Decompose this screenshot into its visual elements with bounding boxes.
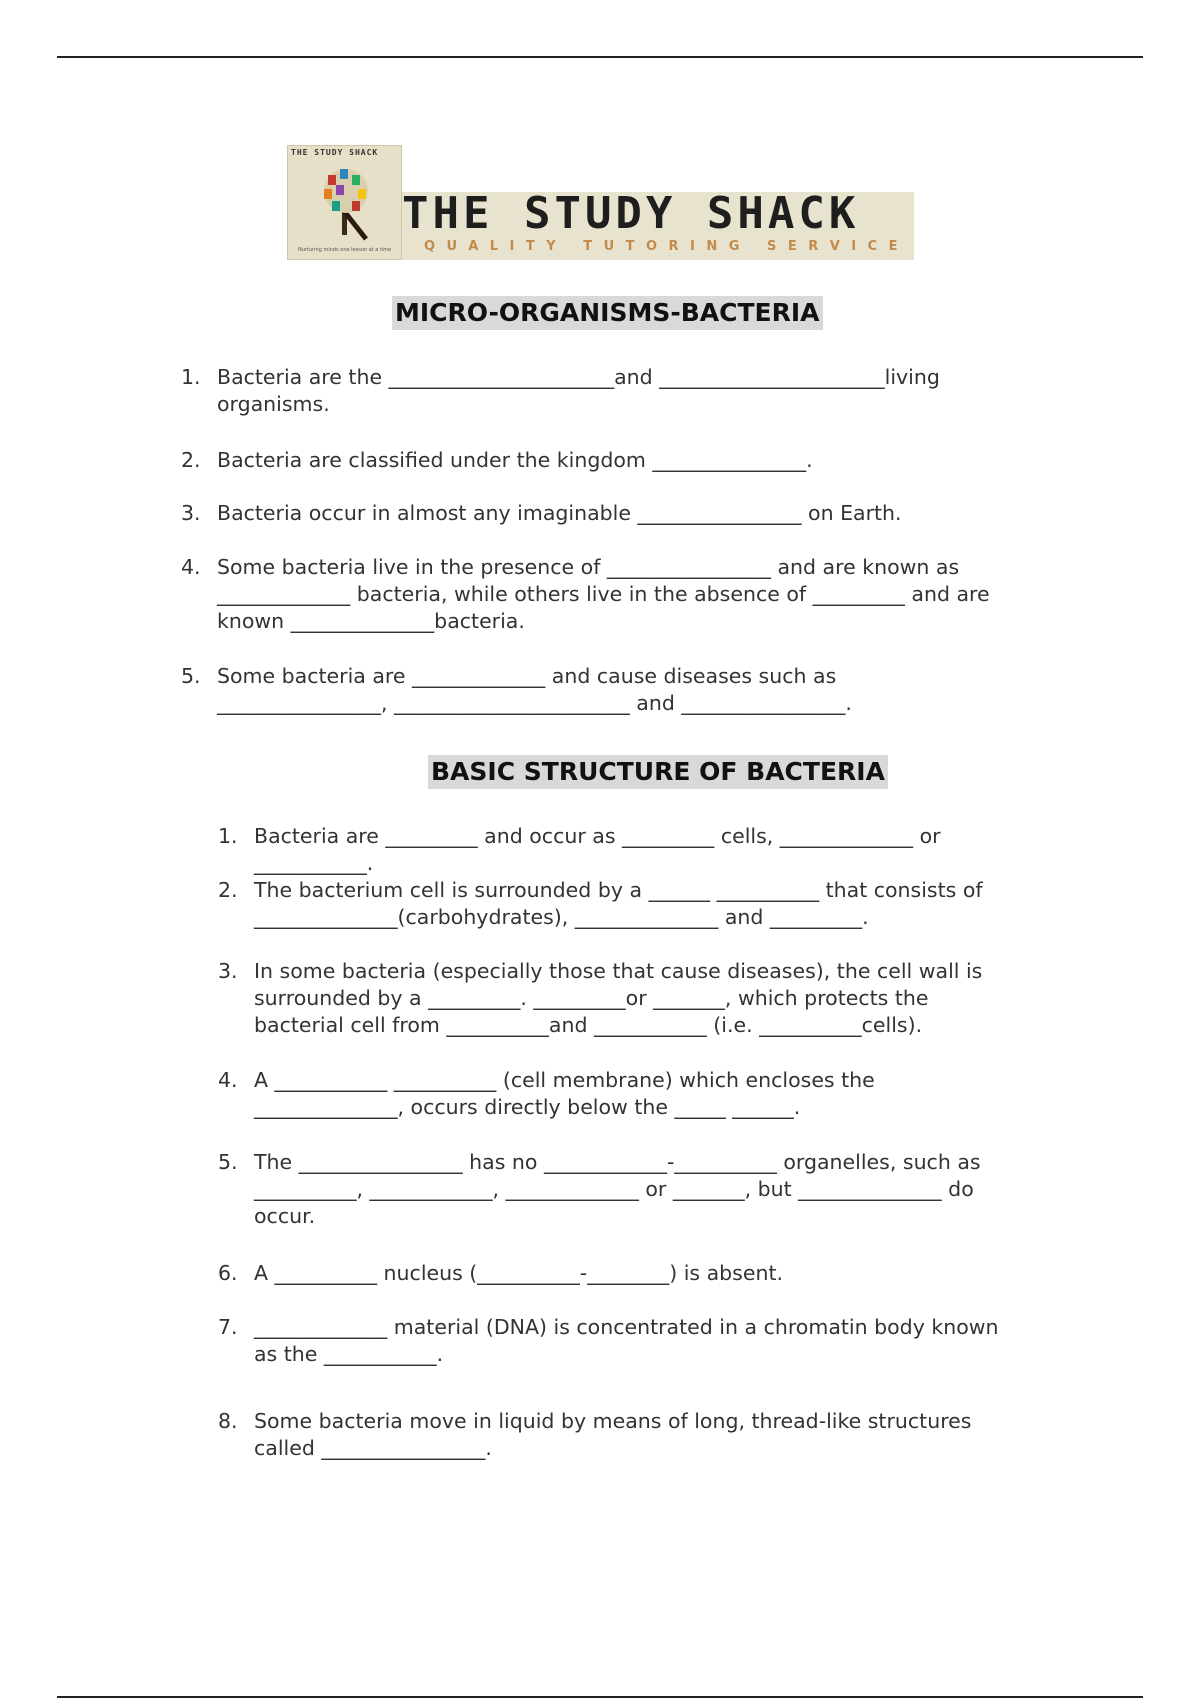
question-number: 4. <box>218 1068 238 1092</box>
study-shack-logo <box>287 145 914 260</box>
question-line: ______________, occurs directly below the _____ ______. <box>254 1095 801 1119</box>
question-line: as the ___________. <box>254 1342 444 1366</box>
question-number: 4. <box>181 555 201 579</box>
question-line: known ______________bacteria. <box>217 609 525 633</box>
question-line: Bacteria are _________ and occur as _________ cells, _____________ or <box>254 824 941 848</box>
bottom-rule <box>57 1696 1143 1698</box>
section-title-micro-organisms: MICRO-ORGANISMS-BACTERIA <box>392 296 823 330</box>
question-number: 5. <box>218 1150 238 1174</box>
question-line: Bacteria are the ______________________and ______________________living <box>217 365 940 389</box>
logo-fine-print: Nurturing minds one lesson at a time <box>298 247 392 253</box>
logo-tagline: QUALITY TUTORING SERVICE <box>424 239 910 254</box>
question-line: Bacteria occur in almost any imaginable ________________ on Earth. <box>217 501 902 525</box>
book-tree-icon <box>308 161 383 241</box>
logo-name: THE STUDY SHACK <box>402 188 860 239</box>
question-line: organisms. <box>217 392 330 416</box>
question-line: A ___________ __________ (cell membrane) which encloses the <box>254 1068 875 1092</box>
top-rule <box>57 56 1143 58</box>
question-line: The bacterium cell is surrounded by a ______ __________ that consists of <box>254 878 983 902</box>
question-line: _____________ bacteria, while others live in the absence of _________ and are <box>217 582 990 606</box>
question-line: surrounded by a _________. _________or _______, which protects the <box>254 986 929 1010</box>
question-line: Some bacteria move in liquid by means of long, thread-like structures <box>254 1409 972 1433</box>
question-line: Some bacteria live in the presence of ________________ and are known as <box>217 555 960 579</box>
question-line: In some bacteria (especially those that cause diseases), the cell wall is <box>254 959 983 983</box>
question-line: bacterial cell from __________and ___________ (i.e. __________cells). <box>254 1013 923 1037</box>
question-number: 3. <box>181 501 201 525</box>
question-line: occur. <box>254 1204 316 1228</box>
question-number: 7. <box>218 1315 238 1339</box>
question-number: 2. <box>181 448 201 472</box>
question-number: 3. <box>218 959 238 983</box>
question-line: The ________________ has no ____________-__________ organelles, such as <box>254 1150 981 1174</box>
section-title-basic-structure: BASIC STRUCTURE OF BACTERIA <box>428 755 888 789</box>
question-number: 5. <box>181 664 201 688</box>
logo-tile <box>287 145 402 260</box>
question-line: called ________________. <box>254 1436 492 1460</box>
question-number: 2. <box>218 878 238 902</box>
question-number: 6. <box>218 1261 238 1285</box>
question-line: ___________. <box>254 851 374 875</box>
question-number: 1. <box>181 365 201 389</box>
question-line: ________________, _______________________ and ________________. <box>217 691 852 715</box>
question-line: A __________ nucleus (__________-________) is absent. <box>254 1261 784 1285</box>
question-number: 8. <box>218 1409 238 1433</box>
question-line: Some bacteria are _____________ and cause diseases such as <box>217 664 837 688</box>
question-line: Bacteria are classified under the kingdom _______________. <box>217 448 813 472</box>
question-line: __________, ____________, _____________ or _______, but ______________ do <box>254 1177 974 1201</box>
question-line: ______________(carbohydrates), ______________ and _________. <box>254 905 869 929</box>
question-line: _____________ material (DNA) is concentrated in a chromatin body known <box>254 1315 999 1339</box>
logo-small-title: THE STUDY SHACK <box>291 148 379 157</box>
question-number: 1. <box>218 824 238 848</box>
